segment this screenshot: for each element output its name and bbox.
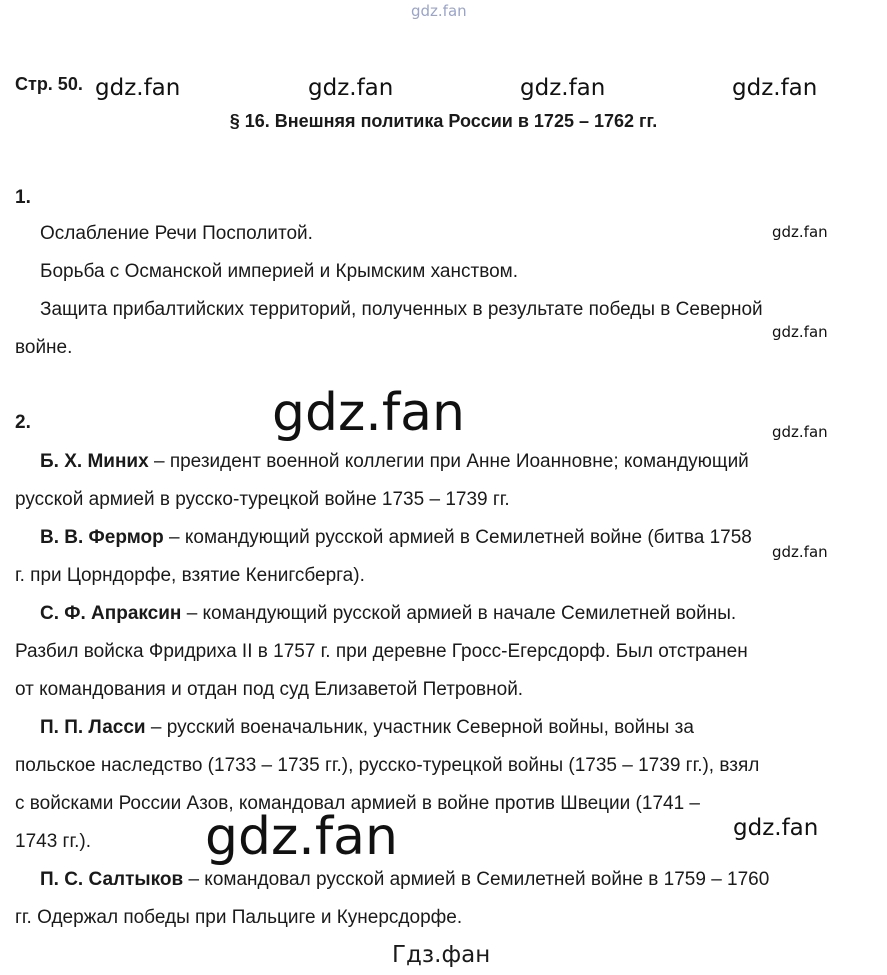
person-name: С. Ф. Апраксин — [40, 603, 182, 624]
person-text: – русский военачальник, участник Северной войны, войны за — [150, 717, 694, 738]
person-text: г. при Цорндорфе, взятие Кенигсберга). — [15, 565, 365, 586]
watermark: gdz.fan — [772, 323, 828, 341]
watermark-large: gdz.fan — [272, 383, 465, 443]
watermark: gdz.fan — [772, 223, 828, 241]
question-number: 2. — [15, 412, 31, 433]
question-number: 1. — [15, 187, 31, 208]
watermark: gdz.fan — [772, 543, 828, 561]
person-text: – президент военной коллегии при Анне Иоанновне; командующий — [153, 451, 749, 472]
person-entry — [40, 526, 752, 550]
person-name: П. С. Салтыков — [40, 869, 184, 890]
watermark-large: gdz.fan — [205, 807, 398, 867]
person-name: П. П. Ласси — [40, 717, 146, 738]
person-text: – командующий русской армией в Семилетней войне (битва 1758 — [169, 527, 752, 548]
answer-item: Ослабление Речи Посполитой. — [40, 223, 313, 244]
answer-item-continuation: войне. — [15, 337, 73, 358]
watermark: gdz.fan — [95, 75, 181, 101]
footer-watermark: Гдз.фан — [392, 942, 491, 968]
watermark: gdz.fan — [732, 75, 818, 101]
person-name: Б. Х. Миних — [40, 451, 149, 472]
person-text: 1743 гг.). — [15, 831, 91, 852]
person-text: русской армией в русско-турецкой войне 1735 – 1739 гг. — [15, 489, 510, 510]
answer-item: Борьба с Османской империей и Крымским ханством. — [40, 261, 518, 282]
answer-item: Защита прибалтийских территорий, полученных в результате победы в Северной — [40, 299, 763, 320]
person-entry — [40, 602, 736, 626]
watermark: gdz.fan — [520, 75, 606, 101]
person-text: гг. Одержал победы при Пальциге и Кунерсдорфе. — [15, 907, 463, 928]
person-text: от командования и отдан под суд Елизаветой Петровной. — [15, 679, 524, 700]
person-entry — [40, 450, 871, 474]
person-text: – командующий русской армией в начале Семилетней войны. — [186, 603, 737, 624]
page-label: Стр. 50. — [15, 74, 83, 94]
watermark-top: gdz.fan — [411, 2, 467, 20]
watermark: gdz.fan — [308, 75, 394, 101]
page-title: § 16. Внешняя политика России в 1725 – 1762 гг. — [229, 111, 658, 131]
person-text: с войсками России Азов, командовал армией в войне против Швеции (1741 – — [15, 793, 700, 814]
person-text: – командовал русской армией в Семилетней войне в 1759 – 1760 — [188, 869, 770, 890]
person-name: В. В. Фермор — [40, 527, 164, 548]
person-entry — [40, 868, 769, 892]
person-entry — [40, 716, 694, 740]
watermark: gdz.fan — [733, 815, 819, 841]
person-text: польское наследство (1733 – 1735 гг.), русско-турецкой войны (1735 – 1739 гг.), взял — [15, 755, 760, 776]
person-text: Разбил войска Фридриха II в 1757 г. при деревне Гросс-Егерсдорф. Был отстранен — [15, 641, 748, 662]
watermark: gdz.fan — [772, 423, 828, 441]
